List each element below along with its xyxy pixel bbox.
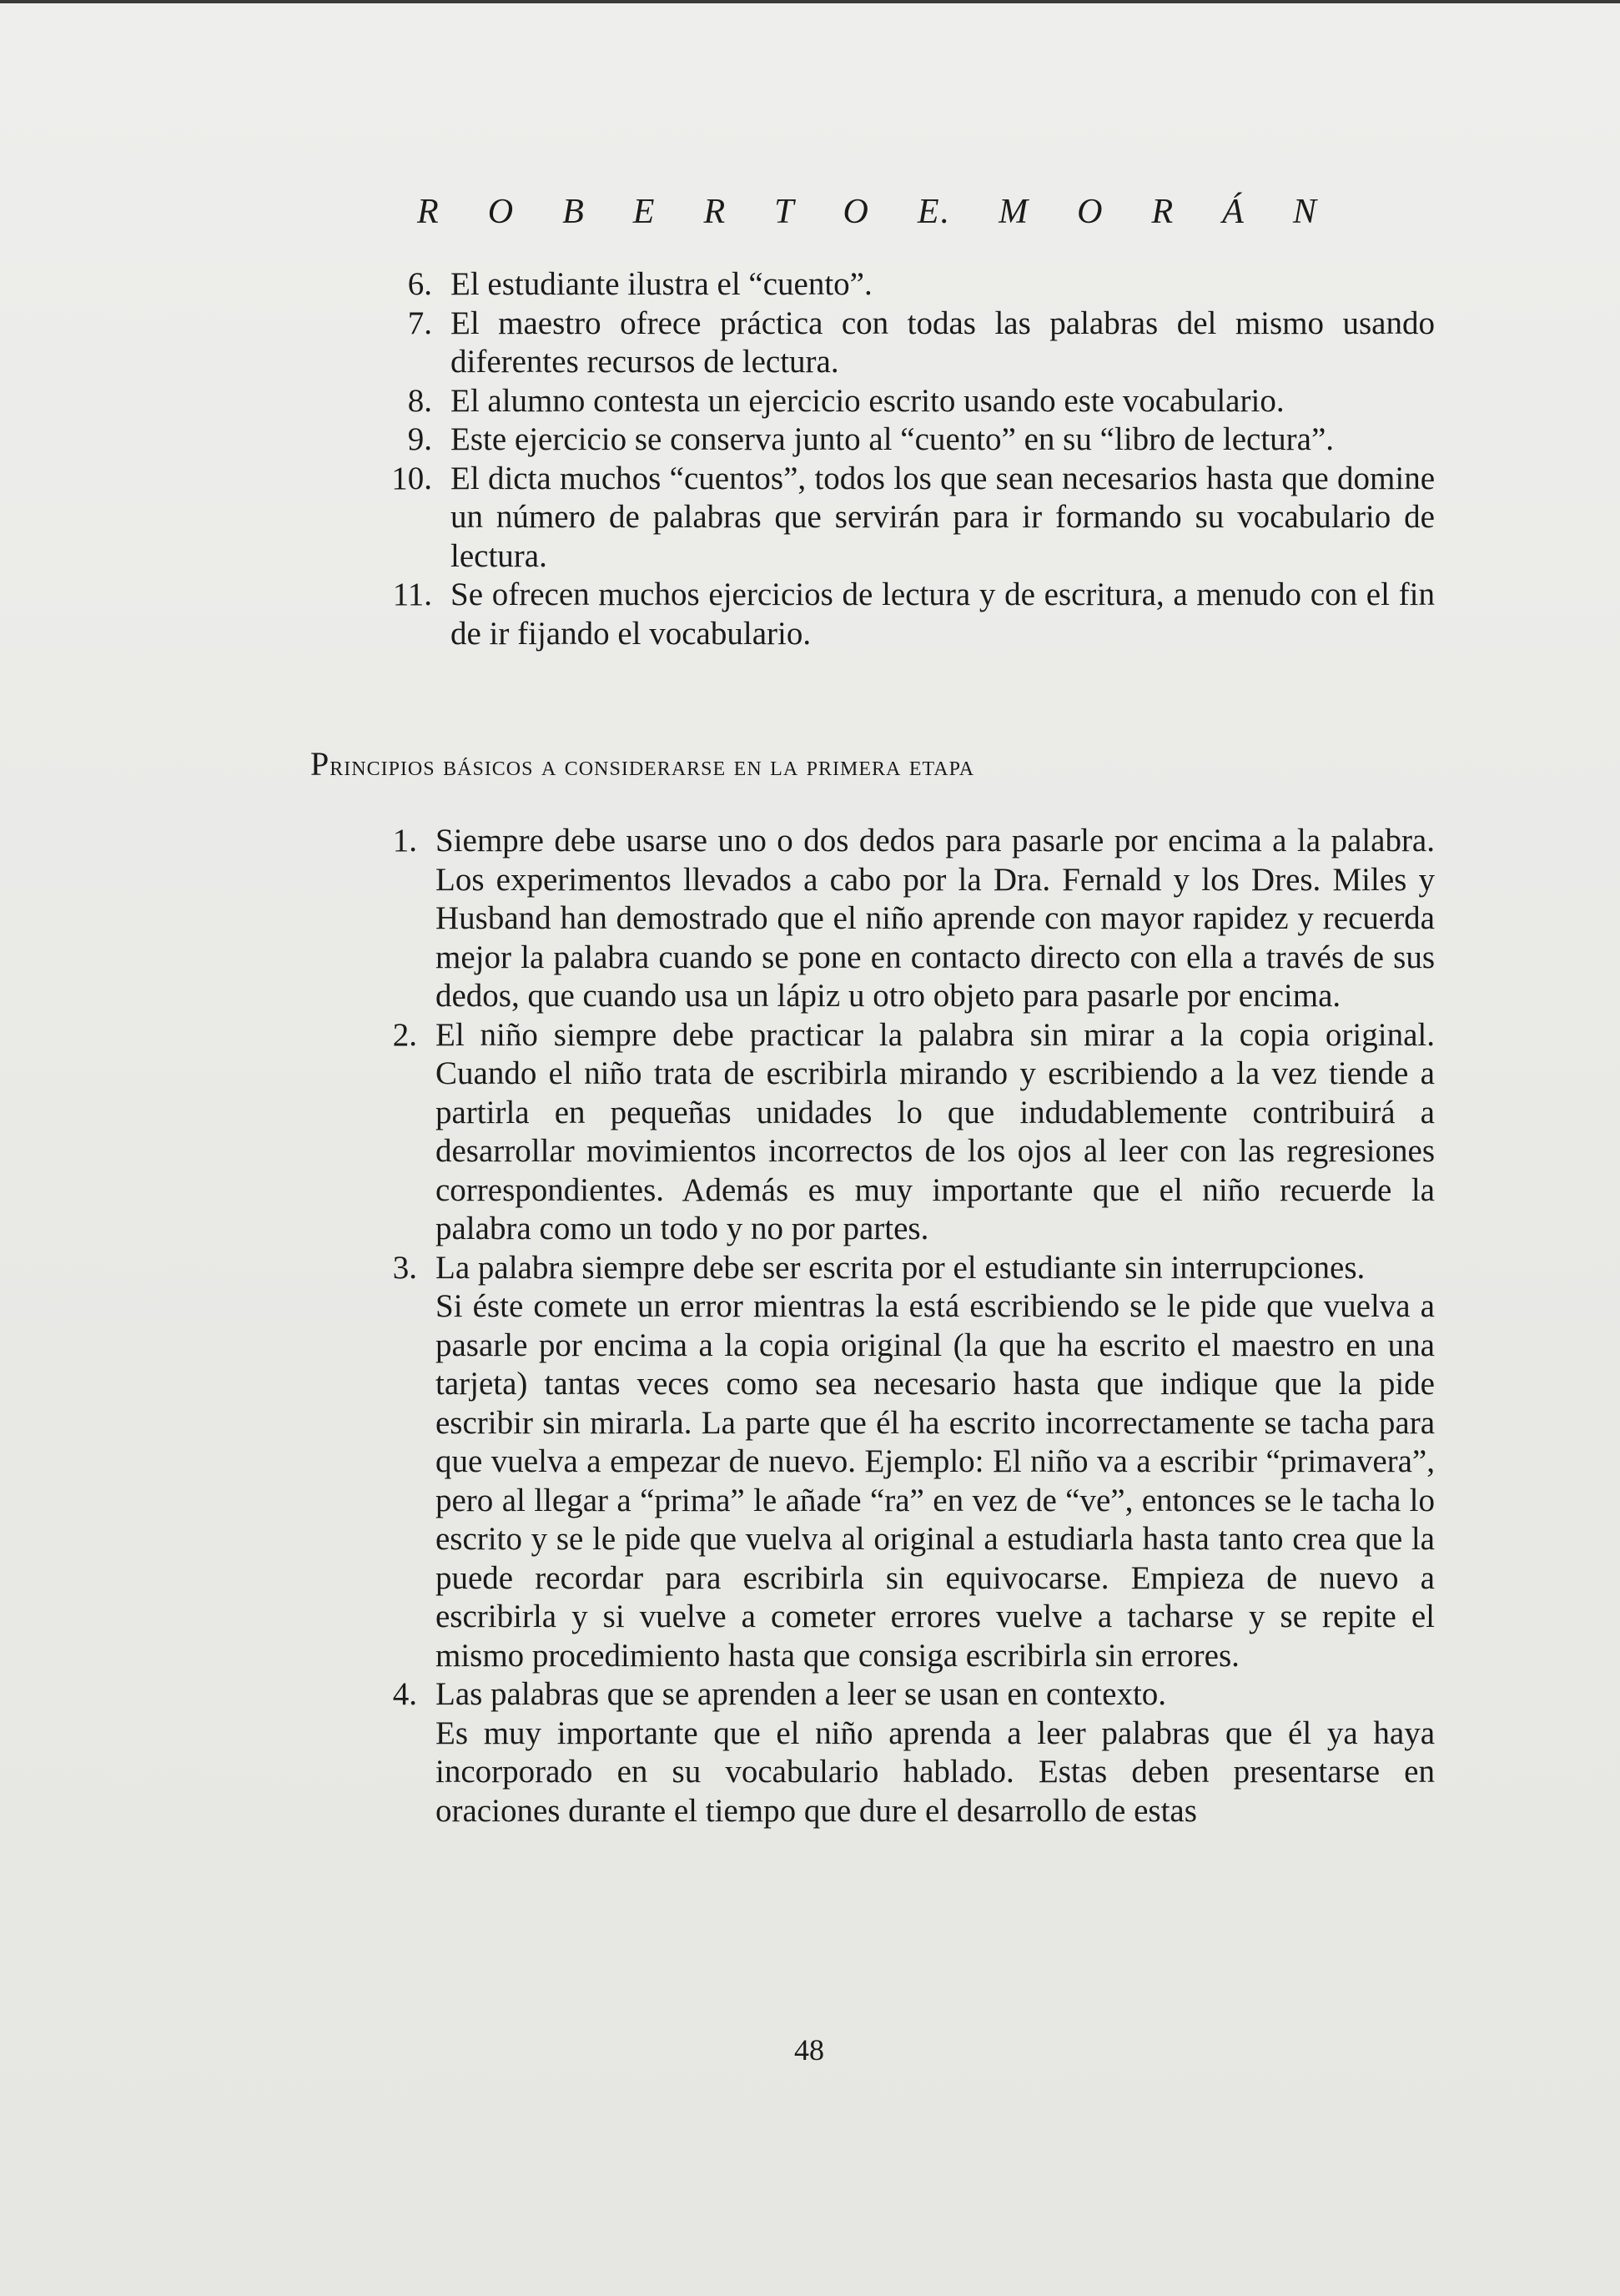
item-text: El estudiante ilustra el “cuento”.	[450, 266, 873, 302]
procedure-steps-list	[359, 265, 1435, 653]
running-head-letter: B	[562, 193, 586, 231]
item-text: El dicta muchos “cuentos”, todos los que sean necesarios hasta que domine un número de palabras que servirán para ir formando su vocabulario de lectura.	[450, 460, 1435, 574]
item-paragraph: Si éste comete un error mientras la está escribiendo se le pide que vuelva a pasarle por encima a la copia original (la que ha escrito el maestro en una tarjeta) tantas veces como sea necesario hasta que indique que la pide escribir sin mirarla. La parte que él ha escrito incorrectamente se tacha para que vuelva a empezar de nuevo. Ejemplo: El niño va a escribir “primavera”, pero al llegar a “prima” le añade “ra” en vez de “ve”, entonces se le tacha lo escrito y se le pide que vuelva al original a estudiarla hasta tanto crea que la puede recordar para escribirla sin equivocarse. Empieza de nuevo a escribirla y si vuelve a cometer errores vuelve a tacharse y se repite el mismo procedimiento hasta que consiga escribirla sin errores.	[435, 1288, 1435, 1674]
list-item	[359, 265, 1435, 305]
section-heading-rest: rincipios básicos a considerarse en la primera etapa	[330, 751, 975, 782]
item-text: Se ofrecen muchos ejercicios de lectura y de escritura, a menudo con el fin de ir fijando el vocabulario.	[450, 577, 1435, 652]
item-number: 3.	[392, 1249, 417, 1286]
list-item	[359, 460, 1435, 577]
section-heading	[310, 744, 974, 783]
item-paragraph: Es muy importante que el niño aprenda a leer palabras que él ya haya incorporado en su vocabulario hablado. Estas deben presentarse en oraciones durante el tiempo que dure el desarrollo de estas	[435, 1714, 1435, 1829]
running-head-letter: Á	[1222, 193, 1245, 231]
item-paragraph: Siempre debe usarse uno o dos dedos para pasarle por encima a la palabra. Los experimentos llevados a cabo por la Dra. Fernald y los Dres. Miles y Husband han demostrado que el niño aprende con mayor rapidez y recuerda mejor la palabra cuando se pone en contacto directo con ella a través de sus dedos, que cuando usa un lápiz u otro objeto para pasarle por encima.	[435, 823, 1435, 1014]
running-head-letter: R	[417, 193, 440, 231]
list-item	[359, 382, 1435, 421]
running-head-letter: N	[1292, 193, 1318, 231]
item-body	[435, 1016, 1435, 1249]
list-item	[359, 305, 1435, 382]
item-number: 7.	[407, 305, 432, 341]
item-number: 10.	[391, 460, 432, 496]
running-head-letter: O	[1077, 193, 1104, 231]
running-head-letter: O	[487, 193, 516, 231]
running-head-letter: R	[703, 193, 727, 231]
item-paragraph: El niño siempre debe practicar la palabra sin mirar a la copia original. Cuando el niño trata de escribirla mirando y escribiendo a la vez tiende a partirla en pequeñas unidades lo que indudablemente contribuirá a desarrollar movimientos incorrectos de los ojos al leer con las regresiones correspondientes. Además es muy importante que el niño recuerde la palabra como un todo y no por partes.	[435, 1016, 1435, 1246]
item-body	[435, 1249, 1435, 1676]
scan-edge-line	[0, 0, 1620, 3]
item-number: 8.	[407, 382, 432, 419]
item-text: El alumno contesta un ejercicio escrito usando este vocabulario.	[450, 382, 1285, 419]
running-head-letter: E.	[917, 193, 952, 231]
item-text: El maestro ofrece práctica con todas las palabras del mismo usando diferentes recursos de lectura.	[450, 305, 1435, 380]
list-item	[359, 1675, 1435, 1830]
item-number: 4.	[392, 1676, 417, 1712]
item-body	[435, 822, 1435, 1016]
running-head-letter: T	[774, 193, 796, 231]
section-heading-initial: P	[310, 745, 330, 783]
item-number: 11.	[392, 577, 432, 612]
item-number: 9.	[407, 421, 432, 457]
list-item	[359, 420, 1435, 460]
principles-list	[359, 822, 1435, 1830]
item-body	[435, 1675, 1435, 1830]
item-text: Este ejercicio se conserva junto al “cuento” en su “libro de lectura”.	[450, 421, 1335, 457]
page-number: 48	[794, 2033, 824, 2067]
list-item	[359, 822, 1435, 1016]
item-number: 2.	[392, 1016, 417, 1053]
item-number: 6.	[407, 266, 432, 302]
list-item	[359, 1016, 1435, 1249]
list-item	[359, 1249, 1435, 1676]
item-number: 1.	[392, 823, 417, 858]
running-head-author	[417, 192, 1318, 232]
item-paragraph: Las palabras que se aprenden a leer se usan en contexto.	[435, 1676, 1167, 1712]
running-head-letter: E	[632, 193, 657, 231]
item-paragraph: La palabra siempre debe ser escrita por el estudiante sin interrupciones.	[435, 1249, 1366, 1286]
running-head-letter: M	[999, 193, 1030, 231]
list-item	[359, 576, 1435, 653]
running-head-letter: R	[1151, 193, 1175, 231]
running-head-letter: O	[843, 193, 870, 231]
